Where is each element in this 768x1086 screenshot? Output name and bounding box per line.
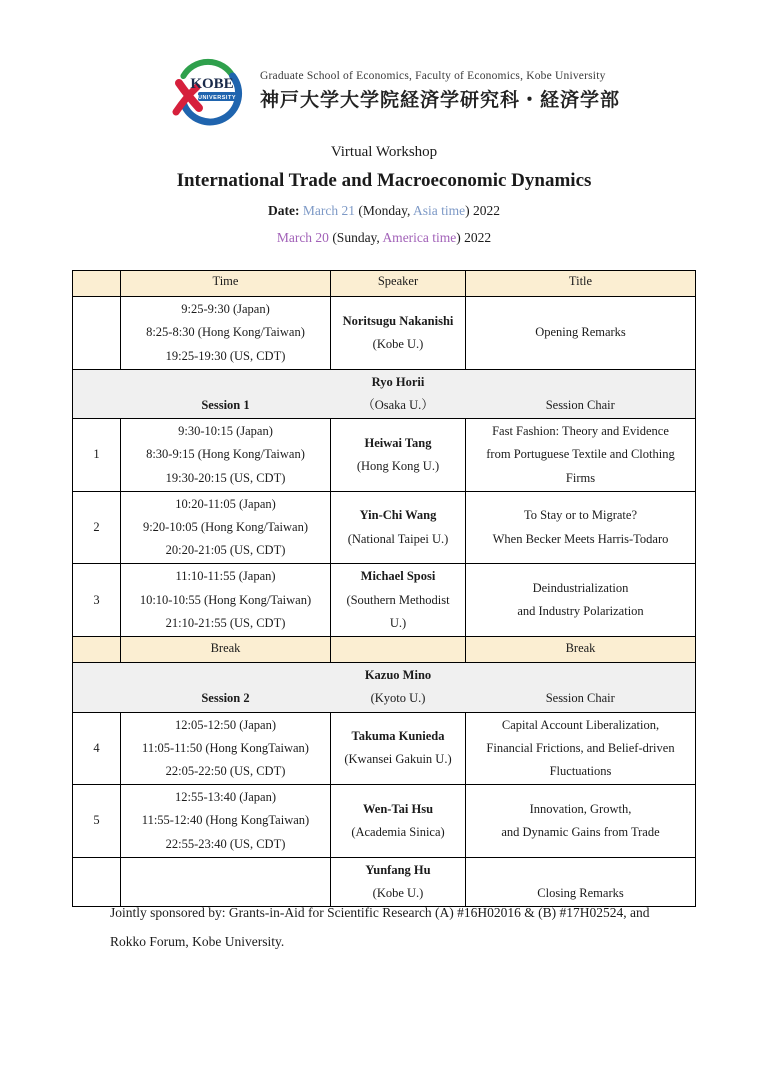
session-cell-empty — [73, 663, 121, 712]
break-title: Break — [466, 637, 696, 663]
cell-title: Innovation, Growth, and Dynamic Gains from Trade — [466, 785, 696, 858]
break-cell-empty — [73, 637, 121, 663]
date-line-2 — [0, 230, 768, 246]
date1-end: ) 2022 — [465, 203, 500, 218]
kobe-university-logo — [168, 52, 248, 126]
cell-number: 5 — [73, 785, 121, 858]
table-row — [73, 785, 696, 858]
date1-date: March 21 — [302, 203, 355, 218]
cell-speaker: Michael Sposi (Southern Methodist U.) — [331, 564, 466, 637]
col-header-time: Time — [121, 271, 331, 297]
date1-zone: Asia time — [412, 203, 466, 218]
cell-time: 12:55-13:40 (Japan) 11:55-12:40 (Hong KongTaiwan) 22:55-23:40 (US, CDT) — [121, 785, 331, 858]
cell-speaker: Takuma Kunieda (Kwansei Gakuin U.) — [331, 712, 466, 785]
break-time: Break — [121, 637, 331, 663]
table-row — [73, 297, 696, 370]
cell-number: 4 — [73, 712, 121, 785]
org-names — [260, 66, 620, 112]
session-label: Session 1 — [121, 369, 331, 418]
cell-time: 9:30-10:15 (Japan) 8:30-9:15 (Hong Kong/Taiwan) 19:30-20:15 (US, CDT) — [121, 419, 331, 492]
cell-speaker: Heiwai Tang (Hong Kong U.) — [331, 419, 466, 492]
cell-title: Opening Remarks — [466, 297, 696, 370]
sponsorship-line-1: Jointly sponsored by: Grants-in-Aid for Scientific Research (A) #16H02016 & (B) #17H02524, and — [110, 905, 650, 920]
kobe-logo-icon — [168, 52, 248, 126]
table-row — [73, 271, 696, 297]
cell-number: 3 — [73, 564, 121, 637]
date-line-1 — [0, 203, 768, 219]
corner-cell — [73, 271, 121, 297]
date1-mid: (Monday, — [354, 203, 413, 218]
cell-title: Capital Account Liberalization, Financial Frictions, and Belief-driven Fluctuations — [466, 712, 696, 785]
sponsorship-note — [110, 898, 676, 956]
date2-date: March 20 — [276, 230, 329, 245]
cell-time: 12:05-12:50 (Japan) 11:05-11:50 (Hong KongTaiwan) 22:05-22:50 (US, CDT) — [121, 712, 331, 785]
table-row — [73, 369, 696, 418]
date-label: Date: — [268, 203, 300, 218]
session-chair: Kazuo Mino (Kyoto U.) — [331, 663, 466, 712]
cell-time: 9:25-9:30 (Japan) 8:25-8:30 (Hong Kong/Taiwan) 19:25-19:30 (US, CDT) — [121, 297, 331, 370]
session-role: Session Chair — [466, 663, 696, 712]
logo-university-text: UNIVERSITY — [197, 95, 237, 101]
cell-number: 2 — [73, 491, 121, 564]
logo-green-arc — [183, 62, 232, 76]
title-block — [0, 144, 768, 257]
university-header — [168, 52, 620, 126]
cell-title: Closing Remarks — [466, 857, 696, 906]
schedule-table — [72, 270, 696, 907]
cell-number — [73, 297, 121, 370]
cell-speaker: Yin-Chi Wang (National Taipei U.) — [331, 491, 466, 564]
sponsorship-line-2: Rokko Forum, Kobe University. — [110, 934, 285, 949]
col-header-title: Title — [466, 271, 696, 297]
date2-zone: America time — [382, 230, 457, 245]
session-role: Session Chair — [466, 369, 696, 418]
org-name-japanese: 神戸大学大学院経済学研究科・経済学部 — [260, 90, 621, 111]
cell-title: Fast Fashion: Theory and Evidence from Portuguese Textile and Clothing Firms — [466, 419, 696, 492]
table-row — [73, 491, 696, 564]
table-row — [73, 637, 696, 663]
session-label: Session 2 — [121, 663, 331, 712]
cell-speaker: Wen-Tai Hsu (Academia Sinica) — [331, 785, 466, 858]
cell-title: To Stay or to Migrate? When Becker Meets Harris-Todaro — [466, 491, 696, 564]
session-chair: Ryo Horii （Osaka U.） — [331, 369, 466, 418]
table-row — [73, 419, 696, 492]
workshop-title: International Trade and Macroeconomic Dynamics — [176, 170, 592, 191]
logo-kobe-text: KOBE — [190, 76, 234, 92]
date2-mid: (Sunday, — [328, 230, 383, 245]
workshop-type: Virtual Workshop — [330, 144, 438, 160]
cell-number: 1 — [73, 419, 121, 492]
col-header-speaker: Speaker — [331, 271, 466, 297]
org-name-english: Graduate School of Economics, Faculty of Economics, Kobe University — [260, 70, 606, 82]
cell-title: Deindustrialization and Industry Polarization — [466, 564, 696, 637]
cell-time: 11:10-11:55 (Japan) 10:10-10:55 (Hong Kong/Taiwan) 21:10-21:55 (US, CDT) — [121, 564, 331, 637]
table-row — [73, 712, 696, 785]
table-row — [73, 564, 696, 637]
cell-speaker: Yunfang Hu (Kobe U.) — [331, 857, 466, 906]
table-row — [73, 663, 696, 712]
session-cell-empty — [73, 369, 121, 418]
cell-speaker: Noritsugu Nakanishi (Kobe U.) — [331, 297, 466, 370]
cell-time: 10:20-11:05 (Japan) 9:20-10:05 (Hong Kong/Taiwan) 20:20-21:05 (US, CDT) — [121, 491, 331, 564]
date2-end: ) 2022 — [456, 230, 492, 245]
break-speaker — [331, 637, 466, 663]
